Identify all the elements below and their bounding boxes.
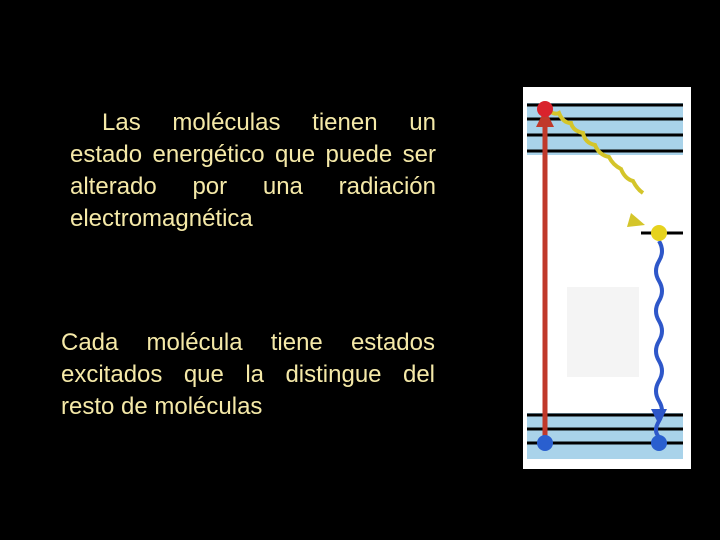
excited-molecule-dot xyxy=(537,101,553,117)
intermediate-molecule-dot xyxy=(651,225,667,241)
emission-wavy-arrow xyxy=(656,241,662,437)
energy-level-svg xyxy=(523,87,691,469)
paragraph-excited-states: Cada molécula tiene estados excitados que la distingue del resto de moléculas xyxy=(61,329,435,420)
ghost-panel xyxy=(567,287,639,377)
paragraph-energy-state: Las moléculas tienen un estado energético que puede ser alterado por una radiación electromagnética xyxy=(70,109,436,232)
ground-molecule-dot-left xyxy=(537,435,553,451)
energy-level-diagram xyxy=(523,87,691,469)
ground-molecule-dot-right xyxy=(651,435,667,451)
relaxation-arrowhead xyxy=(627,213,645,227)
